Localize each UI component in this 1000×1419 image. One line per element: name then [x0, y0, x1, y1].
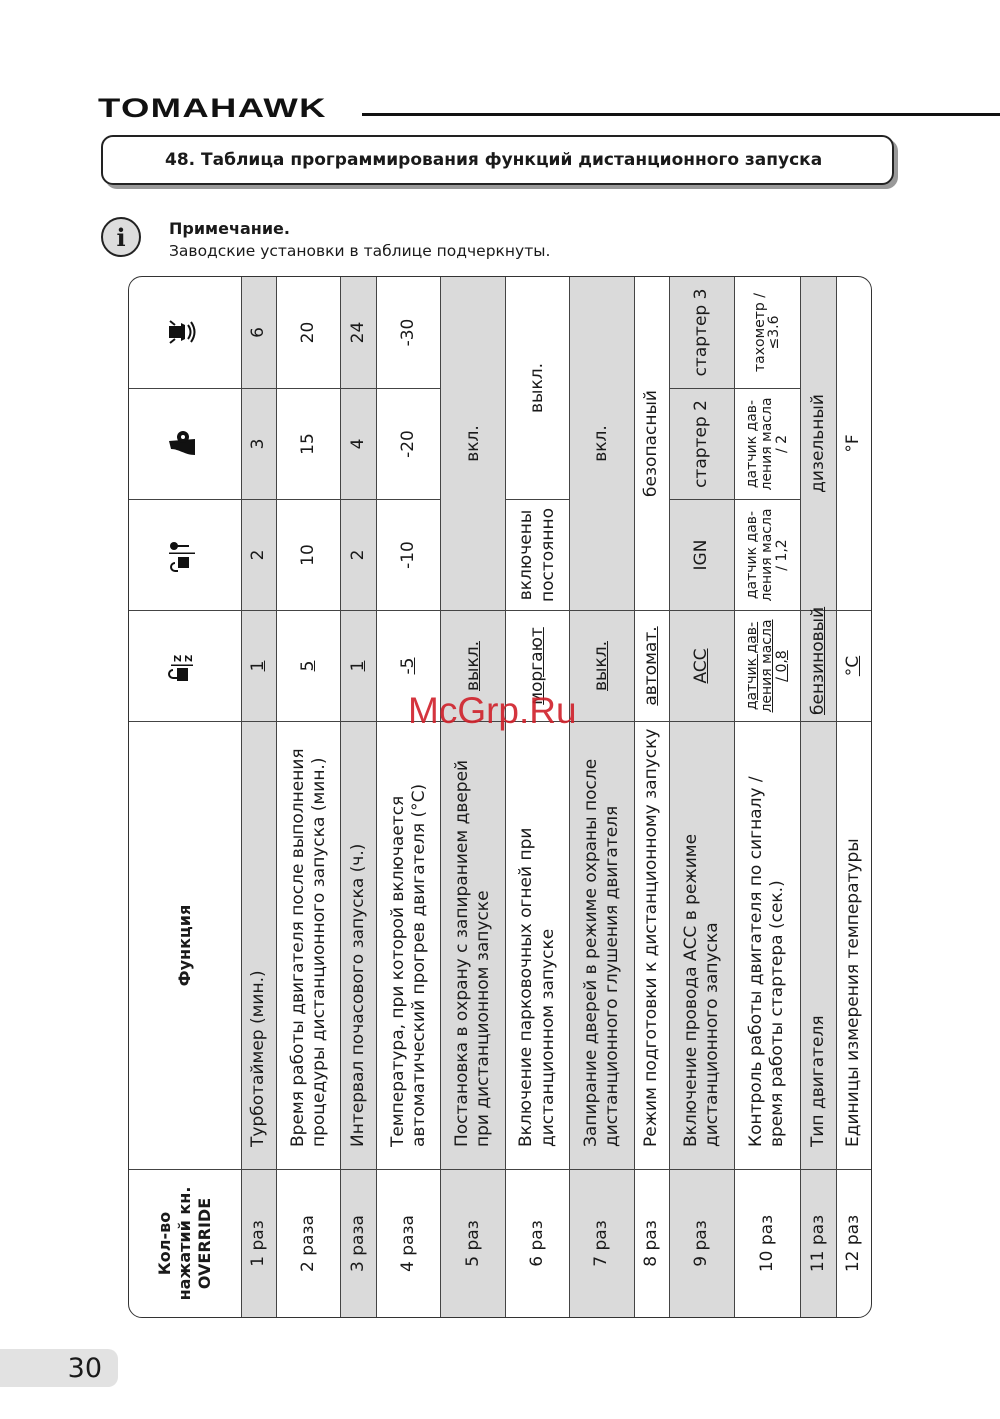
header-icon-1: [129, 610, 242, 721]
function-name: Интервал почасового запуска (ч.): [341, 721, 377, 1169]
value-text: -30: [398, 318, 419, 347]
value-text: 2: [348, 549, 369, 561]
option-value: [570, 610, 634, 721]
default-value: датчик дав-ления масла / 0,8: [744, 619, 790, 713]
table-header-row: [129, 277, 242, 1317]
value-text: IGN: [691, 539, 712, 571]
svg-text:Z: Z: [184, 654, 196, 662]
option-value: [735, 499, 802, 610]
value-text: 6: [248, 327, 269, 338]
note-text: Заводские установки в таблице подчеркнуты.: [169, 242, 551, 260]
value-text: включены постоянно: [516, 507, 558, 603]
header-count: Кол-во нажатий кн. OVERRIDE: [129, 1169, 242, 1317]
value-text: дизельный: [807, 394, 828, 493]
option-value: [735, 610, 802, 721]
svg-text:Z: Z: [173, 654, 185, 662]
value-text: 3: [248, 438, 269, 450]
table-row: [441, 277, 505, 1317]
option-value: [801, 277, 837, 610]
programming-table-rotated: [128, 278, 872, 1318]
table-row: [506, 277, 570, 1317]
option-value: [570, 277, 634, 610]
function-name: Тип двигателя: [801, 721, 837, 1169]
option-value: [735, 388, 802, 499]
table-row: [635, 277, 671, 1317]
option-value: [635, 277, 671, 610]
press-count: 8 раз: [635, 1169, 671, 1317]
info-icon: i: [101, 217, 141, 257]
value-text: тахометр / ≤3.6: [751, 293, 783, 372]
table-row: [801, 277, 837, 1317]
option-value: [242, 388, 278, 499]
default-value: выкл.: [591, 641, 612, 691]
option-value: [801, 606, 837, 721]
option-value: [670, 610, 734, 721]
value-text: 24: [348, 321, 369, 344]
option-value: [341, 499, 377, 610]
value-text: стартер 2: [691, 400, 712, 488]
press-count: 12 раз: [837, 1169, 871, 1317]
option-value: [506, 277, 570, 499]
option-value: [377, 499, 441, 610]
option-value: [277, 610, 341, 721]
press-count: 7 раз: [570, 1169, 634, 1317]
option-value: [341, 610, 377, 721]
table-row: [735, 277, 802, 1317]
table-row: [570, 277, 634, 1317]
header-icon-4: [129, 277, 242, 388]
option-value: [635, 610, 671, 721]
function-name: Включение парковочных огней при дистанционном запуске: [506, 721, 570, 1169]
header-icon-3: [129, 388, 242, 499]
option-value: [837, 610, 871, 721]
default-value: бензиновый: [807, 606, 828, 715]
header-icon-2: [129, 499, 242, 610]
value-text: 15: [298, 433, 319, 455]
note-title: Примечание.: [169, 219, 290, 238]
function-name: Режим подготовки к дистанционному запуску: [635, 721, 671, 1169]
default-value: выкл.: [462, 641, 483, 691]
option-value: [242, 610, 278, 721]
value-text: °F: [843, 434, 864, 453]
value-text: выкл.: [526, 363, 547, 413]
press-count: 1 раз: [242, 1169, 278, 1317]
default-value: 1: [248, 660, 269, 672]
option-value: [377, 388, 441, 499]
value-text: вкл.: [591, 425, 612, 462]
press-count: 9 раз: [670, 1169, 734, 1317]
value-text: 10: [298, 544, 319, 566]
press-count: 2 раза: [277, 1169, 341, 1317]
value-text: вкл.: [462, 425, 483, 462]
option-value: [377, 277, 441, 388]
press-count: 6 раз: [506, 1169, 570, 1317]
option-value: [441, 277, 505, 610]
value-text: 4: [348, 438, 369, 450]
option-value: [341, 388, 377, 499]
function-name: Турботаймер (мин.): [242, 721, 278, 1169]
watermark: McGrp.Ru: [408, 690, 577, 731]
value-text: безопасный: [641, 390, 662, 497]
option-value: [277, 277, 341, 388]
option-value: [277, 499, 341, 610]
option-value: [735, 277, 802, 388]
table-row: [670, 277, 734, 1317]
brand-logo: TOMAHAWK: [98, 93, 327, 123]
default-value: моргают: [526, 627, 547, 705]
option-value: [242, 499, 278, 610]
lock-zz-icon: [167, 649, 197, 683]
header-function: Функция: [129, 721, 242, 1169]
default-value: -5: [398, 657, 419, 675]
option-value: [670, 277, 734, 388]
table-row: [242, 277, 278, 1317]
value-text: датчик дав-ления масла / 2: [744, 397, 790, 491]
table-row: [341, 277, 377, 1317]
table-row: [377, 277, 441, 1317]
option-value: [277, 388, 341, 499]
section-title: [101, 135, 894, 185]
value-text: 2: [248, 549, 269, 561]
function-name: Запирание дверей в режиме охраны после дистанционного глушения двигателя: [570, 721, 634, 1169]
option-value: [341, 277, 377, 388]
default-value: ACC: [691, 648, 712, 684]
lock-key-icon: [167, 538, 197, 572]
value-text: датчик дав-ления масла / 1,2: [744, 508, 790, 602]
value-text: 20: [298, 321, 319, 344]
value-text: стартер 3: [691, 288, 712, 377]
value-text: -20: [398, 430, 419, 458]
function-name: Включение провода АСС в режиме дистанционного запуска: [670, 721, 734, 1169]
door-horn-icon: [167, 427, 197, 461]
function-name: Время работы двигателя после выполнения процедуры дистанционного запуска (мин.): [277, 721, 341, 1169]
section-title-text: 48. Таблица программирования функций дистанционного запуска: [165, 150, 823, 170]
press-count: 10 раз: [735, 1169, 802, 1317]
default-value: 1: [348, 660, 369, 672]
option-value: [506, 499, 570, 610]
press-count: 5 раз: [441, 1169, 505, 1317]
page-number: 30: [0, 1349, 118, 1387]
option-value: [670, 499, 734, 610]
value-text: -10: [398, 541, 419, 569]
option-value: [670, 388, 734, 499]
default-value: °C: [843, 655, 864, 677]
default-value: 5: [298, 660, 319, 672]
siren-icon: [167, 316, 197, 350]
option-value: [242, 277, 278, 388]
default-value: автомат.: [641, 626, 662, 706]
table-row: [277, 277, 341, 1317]
header-rule: [362, 113, 1000, 116]
function-name: Единицы измерения температуры: [837, 721, 871, 1169]
press-count: 3 раза: [341, 1169, 377, 1317]
function-name: Контроль работы двигателя по сигналу / время работы стартера (сек.): [735, 721, 802, 1169]
programming-table: [128, 276, 872, 1318]
function-name: Постановка в охрану с запиранием дверей при дистанционном запуске: [441, 721, 505, 1169]
option-value: [837, 277, 871, 610]
press-count: 4 раза: [377, 1169, 441, 1317]
table-row: [837, 277, 871, 1317]
function-name: Температура, при которой включается автоматический прогрев двигателя (°C): [377, 721, 441, 1169]
press-count: 11 раз: [801, 1169, 837, 1317]
